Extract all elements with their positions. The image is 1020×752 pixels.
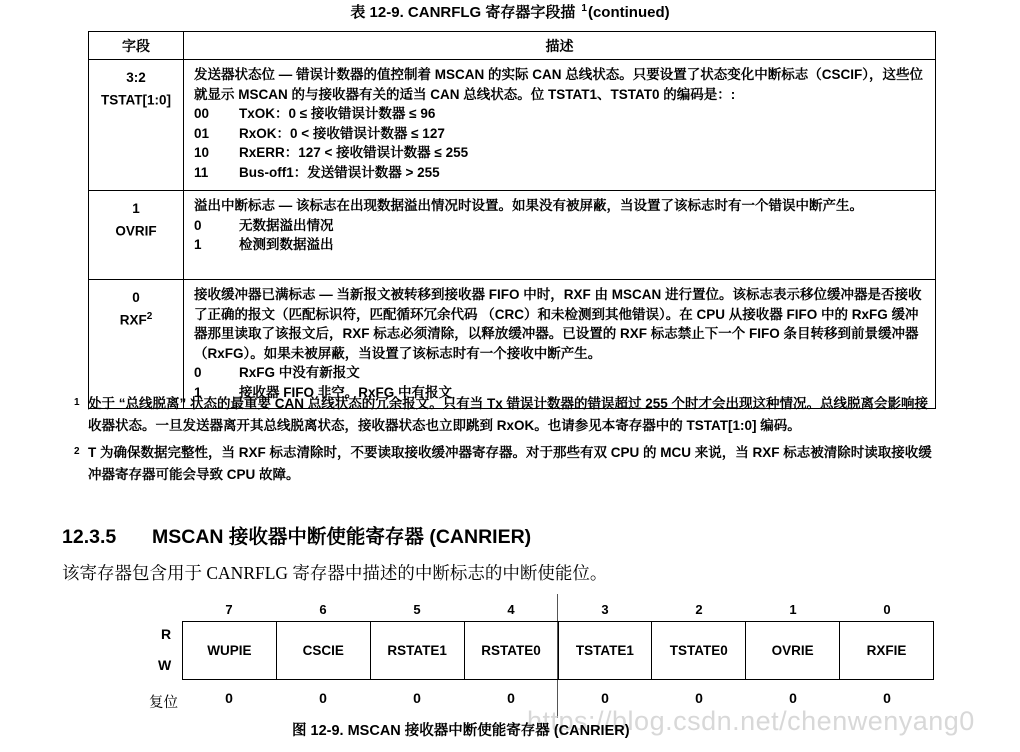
- field-name: OVRIF: [115, 223, 157, 239]
- write-row-label: W: [158, 657, 172, 673]
- reset-value: 0: [883, 690, 891, 706]
- footnote-number: 2: [74, 446, 80, 457]
- bit-number: 6: [319, 602, 327, 617]
- desc-text: 发送器状态位 — 错误计数器的值控制着 MSCAN 的实际 CAN 总线状态。只要设置了状态变化中断标志（CSCIF），这些位就显示 MSCAN 的与接收器有关的适当 CAN 总线状态。位 TSTAT1、TSTAT0 的编码是：:: [194, 67, 923, 102]
- section-title: MSCAN 接收器中断使能寄存器 (CANRIER): [152, 526, 532, 548]
- csdn-watermark: https://blog.csdn.net/chenwenyang0: [527, 706, 975, 736]
- footnote-number: 1: [74, 397, 80, 408]
- footnote-text: T 为确保数据完整性，当 RXF 标志清除时，不要读取接收缓冲器寄存器。对于那些有双 CPU 的 MCU 来说，当 RXF 标志被清除时读取接收缓冲器寄存器可能会导致 CPU 故障。: [88, 445, 932, 482]
- table-row-rxf: [89, 280, 936, 409]
- reset-value: 0: [789, 690, 797, 706]
- encoding-item: 11 Bus-off1：发送错误计数器 > 255: [194, 164, 440, 180]
- desc-cell: [184, 280, 936, 409]
- field-name: RXF$^2$: [119, 311, 153, 328]
- footnote-2: [74, 442, 935, 485]
- read-row-label: R: [161, 626, 172, 642]
- field-bits: 3:2: [126, 70, 146, 85]
- register-cell: TSTATE0: [651, 622, 745, 679]
- encoding-item: 1 检测到数据溢出: [194, 237, 334, 252]
- encoding-item: 1 接收器 FIFO 非空。RxFG 中有报文: [194, 384, 453, 400]
- reset-value-row: [182, 690, 934, 706]
- column-header-desc: 描述: [184, 32, 936, 60]
- field-name: TSTAT[1:0]: [101, 92, 171, 108]
- desc-text: 接收缓冲器已满标志 — 当新报文被转移到接收器 FIFO 中时，RXF 由 MSCAN 进行置位。该标志表示移位缓冲器是否接收了正确的报文（匹配标识符，匹配循环冗余代码 （CRC）和未检测到其他错误）。在 CPU 从接收器 FIFO 中的 RxFG 缓冲器那里读取了该报文后，RXF 标志必须清除，以释放缓冲器。已设置的 RXF 标志禁止下一个 FIFO 条目转移到前景缓冲器（RxFG）。如果未被屏蔽，当设置了该标志时有一个接收中断产生。: [194, 287, 922, 361]
- table-title: [0, 1, 1020, 22]
- register-cell: RSTATE1: [370, 622, 464, 679]
- bit-number: 3: [601, 602, 609, 617]
- reset-value: 0: [413, 690, 421, 706]
- column-header-field: 字段: [89, 32, 184, 60]
- section-number: 12.3.5: [62, 526, 117, 548]
- table-row-ovrif: [89, 191, 936, 280]
- table-title-main: 表 12-9. CANRFLG 寄存器字段描: [350, 4, 576, 21]
- encoding-item: 0 无数据溢出情况: [194, 217, 334, 233]
- bit-number: 1: [789, 602, 797, 617]
- field-cell: [89, 191, 184, 280]
- encoding-item: 01 RxOK：0 < 接收错误计数器 ≤ 127: [194, 125, 445, 141]
- table-row-tstat: [89, 60, 936, 191]
- register-cell: RXFIE: [839, 622, 933, 679]
- reset-value: 0: [225, 690, 233, 706]
- field-bits: 0: [132, 290, 140, 305]
- table-title-continued: (continued): [587, 4, 670, 21]
- table-title-footnote-ref: 1: [581, 3, 587, 14]
- bit-number: 7: [225, 602, 233, 617]
- footnotes: [74, 393, 935, 491]
- field-cell: [89, 60, 184, 191]
- section-heading: [62, 521, 531, 549]
- footnote-text: 处于 “总线脱离” 状态的最重要 CAN 总线状态的冗余报文。只有当 Tx 错误计数器的错误超过 255 个时才会出现这种情况。总线脱离会影响接收器状态。一旦发送器离开其总线脱离状态，接收器状态也立即跳到 RxOK。也请参见本寄存器中的 TSTAT[1:0] 编码。: [88, 396, 929, 433]
- section-body-text: 该寄存器包含用于 CANRFLG 寄存器中描述的中断标志的中断使能位。: [62, 563, 608, 583]
- encoding-item: 00 TxOK：0 ≤ 接收错误计数器 ≤ 96: [194, 106, 436, 121]
- register-cell: CSCIE: [276, 622, 370, 679]
- encoding-item: 10 RxERR：127 < 接收错误计数器 ≤ 255: [194, 145, 469, 160]
- bit-number-row: [182, 602, 934, 617]
- desc-text: 溢出中断标志 — 该标志在出现数据溢出情况时设置。如果没有被屏蔽，当设置了该标志时有一个错误中断产生。: [194, 198, 863, 213]
- bit-number: 2: [695, 602, 703, 617]
- footnote-1: [74, 393, 935, 436]
- reset-value: 0: [319, 690, 327, 706]
- figure-caption: 图 12-9. MSCAN 接收器中断使能寄存器 (CANRIER): [292, 723, 630, 739]
- register-cell: RSTATE0: [464, 622, 558, 679]
- encoding-item: 0 RxFG 中没有新报文: [194, 365, 360, 380]
- reset-value: 0: [601, 690, 609, 706]
- reset-value: 0: [507, 690, 515, 706]
- register-cell: OVRIE: [745, 622, 839, 679]
- register-bit-cells: [182, 621, 934, 680]
- bit-number: 4: [507, 602, 515, 617]
- desc-cell: [184, 191, 936, 280]
- bit-number: 5: [413, 602, 421, 617]
- reset-row-label: 复位: [149, 695, 178, 711]
- register-cell: WUPIE: [207, 643, 252, 658]
- table-header-row: [89, 32, 936, 60]
- reset-value: 0: [695, 690, 703, 706]
- desc-cell: [184, 60, 936, 191]
- field-cell: [89, 280, 184, 409]
- register-cell: TSTATE1: [558, 622, 652, 679]
- bit-number: 0: [883, 602, 891, 617]
- field-description-table: [88, 31, 936, 409]
- field-bits: 1: [132, 201, 140, 216]
